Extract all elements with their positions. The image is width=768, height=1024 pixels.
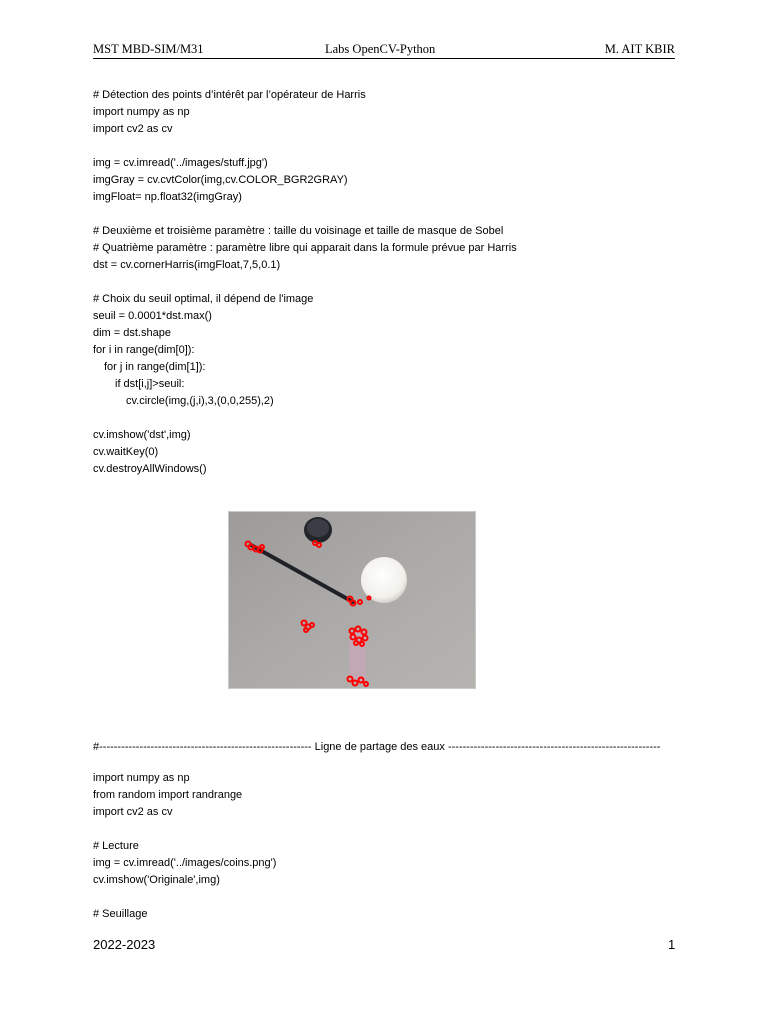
code-line: cv.imshow('Originale',img)	[93, 874, 220, 886]
code-line: imgFloat= np.float32(imgGray)	[93, 191, 242, 203]
code-line: from random import randrange	[93, 789, 243, 801]
code-line: # Seuillage	[93, 908, 148, 920]
harris-result-image	[228, 511, 476, 689]
code-line: cv.destroyAllWindows()	[93, 463, 207, 475]
code-block-harris	[93, 87, 517, 478]
code-line: # Quatrième paramètre : paramètre libre qui apparait dans la formule prévue par Harris	[93, 242, 517, 254]
code-line: cv.circle(img,(j,i),3,(0,0,255),2)	[126, 395, 274, 407]
code-line: # Deuxième et troisième paramètre : taille du voisinage et taille de masque de Sobel	[93, 225, 504, 237]
section-separator: #---------------------------------------------------------- Ligne de partage des eaux ----------------------------------------------------------	[93, 741, 661, 753]
code-line: import cv2 as cv	[93, 123, 173, 135]
code-line: # Détection des points d’intérêt par l’opérateur de Harris	[93, 89, 366, 101]
code-line: cv.imshow('dst',img)	[93, 429, 191, 441]
code-line: imgGray = cv.cvtColor(img,cv.COLOR_BGR2GRAY)	[93, 174, 348, 186]
code-block-watershed	[93, 770, 276, 923]
code-line: import numpy as np	[93, 772, 190, 784]
code-line: for j in range(dim[1]):	[104, 361, 206, 373]
footer-page-number: 1	[668, 937, 676, 952]
code-line: img = cv.imread('../images/stuff.jpg')	[93, 157, 268, 169]
page-header	[93, 40, 675, 59]
code-line: import numpy as np	[93, 106, 190, 118]
code-line: dim = dst.shape	[93, 327, 171, 339]
code-line: import cv2 as cv	[93, 806, 173, 818]
blank-line	[93, 889, 276, 906]
code-line: # Choix du seuil optimal, il dépend de l'image	[93, 293, 314, 305]
code-line: # Lecture	[93, 840, 139, 852]
blank-line	[93, 206, 517, 223]
dark-cap-rim	[307, 519, 329, 537]
blank-line	[93, 138, 517, 155]
blank-line	[93, 274, 517, 291]
header-author: M. AIT KBIR	[604, 42, 675, 56]
blank-line	[93, 821, 276, 838]
code-line: img = cv.imread('../images/coins.png')	[93, 857, 277, 869]
blank-line	[93, 410, 517, 427]
code-line: for i in range(dim[0]):	[93, 344, 195, 356]
footer-academic-year: 2022-2023	[93, 937, 156, 952]
code-line: if dst[i,j]>seuil:	[115, 378, 185, 390]
header-title: Labs OpenCV-Python	[325, 42, 436, 56]
code-line: cv.waitKey(0)	[93, 446, 159, 458]
header-course-code: MST MBD-SIM/M31	[93, 42, 204, 56]
code-line: dst = cv.cornerHarris(imgFloat,7,5,0.1)	[93, 259, 281, 271]
code-line: seuil = 0.0001*dst.max()	[93, 310, 212, 322]
